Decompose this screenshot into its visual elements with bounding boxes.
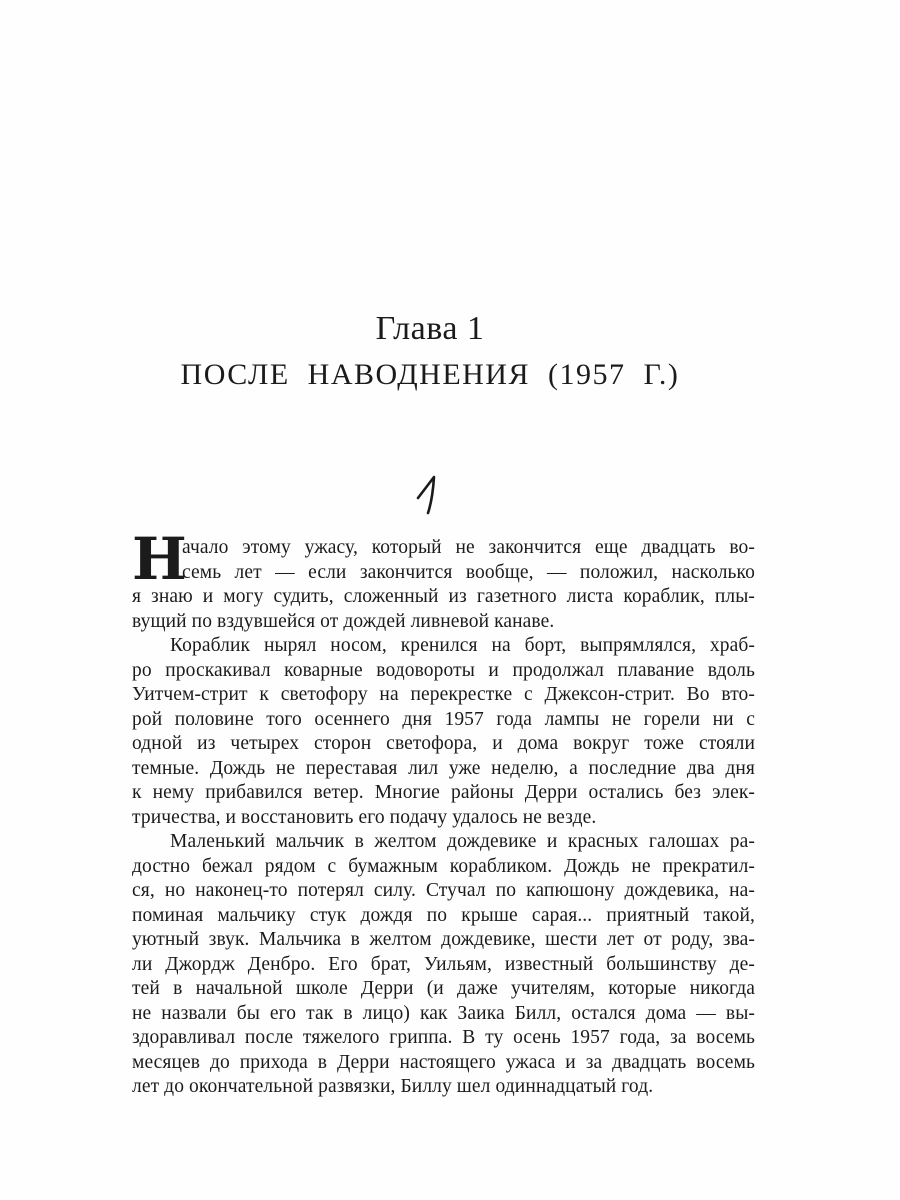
text-line: темные. Дождь не переставая лил уже неделю, а последние два дня [132, 757, 755, 779]
drop-cap: Н [132, 525, 187, 593]
text-line: поминая мальчику стук дождя по крыше сарая... приятный такой, [132, 904, 755, 926]
paragraph [132, 830, 755, 1100]
text-line: ачало этому ужасу, который не закончится еще двадцать во- [182, 537, 755, 558]
handwritten-one-icon [414, 474, 442, 516]
text-line: не назвали бы его так в лицо) как Заика Билл, остался дома — вы- [132, 1002, 755, 1024]
text-line: ли Джордж Денбро. Его брат, Уильям, известный большинству де- [132, 953, 755, 975]
text-line: Маленький мальчик в желтом дождевике и красных галошах ра- [170, 831, 755, 852]
text-line: Кораблик нырял носом, кренился на борт, выпрямлялся, храб- [170, 635, 755, 656]
paragraph [132, 525, 755, 634]
paragraph [132, 634, 755, 830]
chapter-title: Глава 1 [375, 310, 485, 347]
text-line: вущий по вздувшейся от дождей ливневой канаве. [132, 610, 555, 632]
section-number [414, 474, 442, 516]
text-line: я знаю и могу судить, сложенный из газетного листа кораблик, плы- [132, 586, 755, 607]
text-line: рой половине того осеннего дня 1957 года лампы не горели ни с [132, 708, 755, 730]
text-line: семь лет — если закончится вообще, — положил, насколько [182, 561, 755, 583]
text-line: Уитчем-стрит к светофору на перекрестке с Джексон-стрит. Во вто- [132, 684, 755, 705]
chapter-subtitle: ПОСЛЕ НАВОДНЕНИЯ (1957 Г.) [180, 358, 680, 391]
body-text [132, 525, 755, 1100]
text-line: тричества, и восстановить его подачу удалось не везде. [132, 806, 597, 828]
text-line: лет до окончательной развязки, Биллу шел одиннадцатый год. [132, 1076, 654, 1097]
text-line: достно бежал рядом с бумажным корабликом. Дождь не прекратил- [132, 855, 755, 877]
text-line: здоравливал после тяжелого гриппа. В ту осень 1957 года, за восемь [132, 1027, 755, 1048]
text-line: уютный звук. Мальчика в желтом дождевике, шести лет от роду, зва- [132, 929, 755, 950]
text-line: тей в начальной школе Дерри (и даже учителям, которые никогда [132, 978, 755, 999]
text-line: ро проскакивал коварные водовороты и продолжал плавание вдоль [132, 659, 755, 681]
text-line: к нему прибавился ветер. Многие районы Дерри остались без элек- [132, 782, 755, 803]
text-line: одной из четырех сторон светофора, и дома вокруг тоже стояли [132, 733, 755, 754]
text-line: ся, но наконец-то потерял силу. Стучал по капюшону дождевика, на- [132, 880, 755, 901]
text-line: месяцев до прихода в Дерри настоящего ужаса и за двадцать восемь [132, 1051, 755, 1073]
